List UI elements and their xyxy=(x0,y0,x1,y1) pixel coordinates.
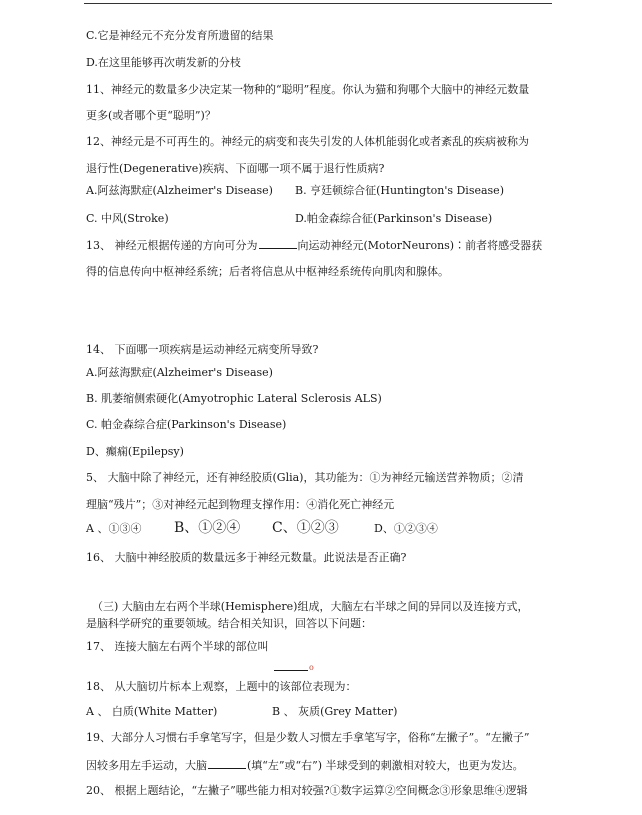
q19-text-start: 因较多用左手运动，大脑 xyxy=(86,759,207,772)
q19-text-cont xyxy=(86,758,524,773)
q5-option-a: A 、①③④ xyxy=(86,522,142,535)
q13-blank[interactable] xyxy=(259,238,297,249)
q12-option-a: A.阿兹海默症(Alzheimer's Disease) xyxy=(86,184,273,197)
q5-option-b: B、①②④ xyxy=(174,520,241,536)
q20-text: 20、 根据上题结论，“左撇子”哪些能力相对较强?①数字运算②空间概念③形象思维④逻辑 xyxy=(86,784,528,797)
section-3-intro-cont: 是脑科学研究的重要领域。结合相关知识，回答以下问题： xyxy=(86,617,372,630)
q14-option-d: D、癫痫(Epilepsy) xyxy=(86,445,184,458)
q5-option-d: D、①②③④ xyxy=(374,522,438,535)
q19-text: 19、大部分人习惯右手拿笔写字，但是少数人习惯左手拿笔写字，俗称“左撇子”。“左撇子” xyxy=(86,731,530,744)
q11-text-cont: 更多(或者哪个更“聪明”)？ xyxy=(86,109,216,122)
q14-option-b: B. 肌萎缩侧索硬化(Amyotrophic Lateral Sclerosis ALS) xyxy=(86,392,382,405)
q14-text: 14、 下面哪一项疾病是运动神经元病变所导致? xyxy=(86,343,319,356)
q13-text-end: 向运动神经元(MotorNeurons)∶前者将感受器获 xyxy=(297,239,543,252)
q19-blank[interactable] xyxy=(208,758,246,769)
q12-text-cont: 退行性(Degenerative)疾病、下面哪一项不属于退行性质病? xyxy=(86,162,385,175)
q5-text: 5、 大脑中除了神经元，还有神经胶质(Glia)，其功能为：①为神经元输送营养物质；②清 xyxy=(86,471,524,484)
q17-blank[interactable] xyxy=(274,660,308,671)
q12-option-d: D.帕金森综合征(Parkinson's Disease) xyxy=(295,212,493,225)
q18-option-a: A 、 白质(White Matter) xyxy=(86,705,218,718)
header-rule xyxy=(84,3,552,4)
q19-text-end: (填“左”或“右”) 半球受到的刺激相对较大，也更为发达。 xyxy=(247,759,524,772)
q14-option-c: C. 帕金森综合症(Parkinson's Disease) xyxy=(86,418,287,431)
section-3-intro: （三) 大脑由左右两个半球(Hemisphere)组成，大脑左右半球之间的异同以及连接方式， xyxy=(92,600,529,613)
q16-text: 16、 大脑中神经胶质的数量远多于神经元数量。此说法是否正确? xyxy=(86,551,407,564)
q5-text-cont: 理脑“残片”；③对神经元起到物理支撑作用：④消化死亡神经元 xyxy=(86,498,395,511)
q17-text: 17、 连接大脑左右两个半球的部位叫 xyxy=(86,640,269,653)
q10-option-d: D.在这里能够再次萌发新的分枝 xyxy=(86,56,241,69)
q13-text-start: 13、 神经元根据传递的方向可分为 xyxy=(86,239,258,252)
q17-answer-line xyxy=(273,660,314,675)
q18-text: 18、 从大脑切片标本上观察，上题中的该部位表现为： xyxy=(86,680,357,693)
q10-option-c: C.它是神经元不充分发育所遗留的结果 xyxy=(86,29,274,42)
q12-option-b: B. 亨廷顿综合征(Huntington's Disease) xyxy=(295,184,504,197)
q12-option-c: C. 中风(Stroke) xyxy=(86,212,169,225)
q13-text-cont: 得的信息传向中枢神经系统；后者将信息从中枢神经系统传向肌肉和腺体。 xyxy=(86,265,449,278)
q12-text: 12、神经元是不可再生的。神经元的病变和丧失引发的人体机能弱化或者紊乱的疾病被称为 xyxy=(86,135,529,148)
q5-option-c: C、①②③ xyxy=(272,520,339,536)
q14-option-a: A.阿兹海默症(Alzheimer's Disease) xyxy=(86,366,273,379)
q18-option-b: B 、 灰质(Grey Matter) xyxy=(272,705,398,718)
q17-end-mark: o xyxy=(309,663,314,672)
q13-text xyxy=(86,238,542,253)
q11-text: 11、神经元的数量多少决定某一物种的“聪明”程度。你认为猫和狗哪个大脑中的神经元数量 xyxy=(86,83,530,96)
